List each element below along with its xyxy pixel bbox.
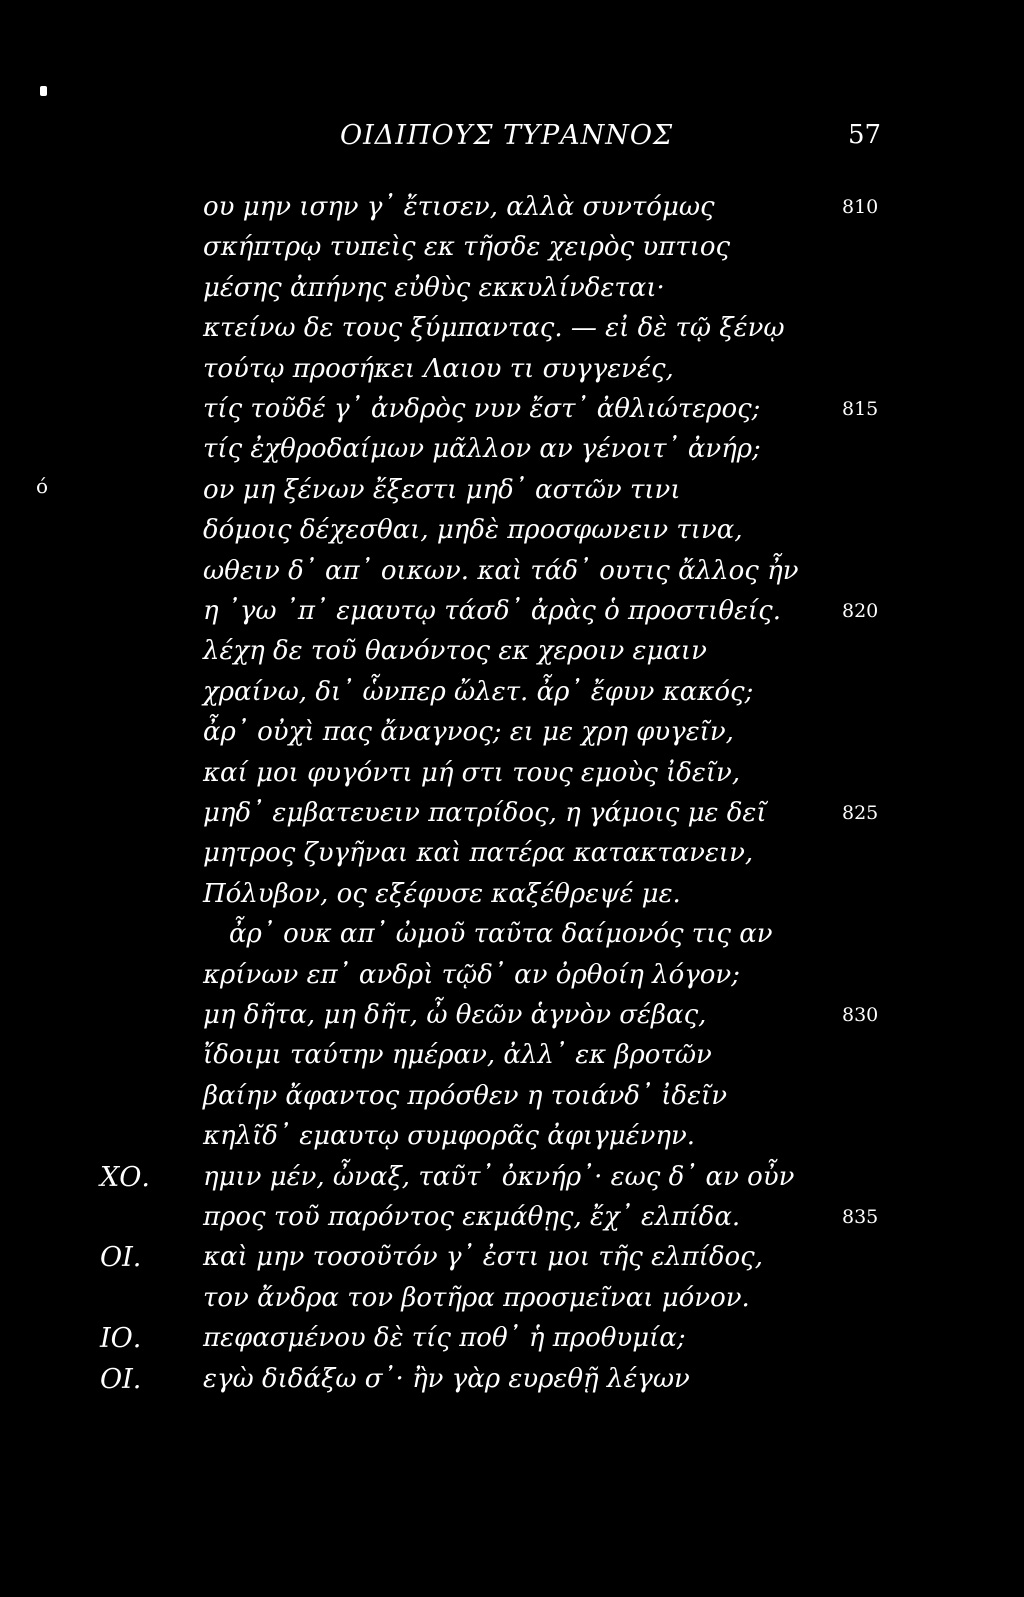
speaker-label: ΟΙ.	[100, 1363, 142, 1395]
verse-text: χραίνω, δι᾽ ὧνπερ ὤλετ. ἆρ᾽ ἔφυν κακός;	[203, 676, 754, 707]
verse-text: καί μοι φυγόντι μή στι τους εμοὺς ἰδεῖν,	[203, 757, 741, 788]
verse-line	[0, 273, 1024, 311]
verse-line	[0, 1162, 1024, 1200]
verse-text: ἆρ᾽ οὐχὶ πας ἄναγνος; ει με χρη φυγεῖν,	[203, 717, 734, 748]
verse-text: ἆρ᾽ ουκ απ᾽ ὠμοῦ ταῦτα δαίμονός τις αν	[229, 919, 773, 950]
verse-text: η ᾽γω ᾽π᾽ εμαυτῳ τάσδ᾽ ἀρὰς ὁ προστιθείς.	[203, 596, 781, 626]
verse-text: προς τοῦ παρόντος εκμάθῃς, ἔχ᾽ ελπίδα.	[203, 1202, 741, 1232]
verse-text: εγὼ διδάξω σ᾽· ἢν γὰρ ευρεθῇ λέγων	[203, 1363, 690, 1394]
verse-line	[0, 394, 1024, 432]
verse-text: καὶ μην τοσοῦτόν γ᾽ ἐστι μοι τῆς ελπίδος,	[203, 1242, 763, 1273]
verse-text: μέσης ἀπήνης εὐθὺς εκκυλίνδεται·	[203, 272, 665, 303]
verse-line	[0, 838, 1024, 876]
verse-line	[0, 1323, 1024, 1361]
verse-line	[0, 960, 1024, 998]
verse-line	[0, 1202, 1024, 1240]
line-number: 810	[842, 196, 879, 218]
verse-text: Πόλυβον, ος εξέφυσε καξέθρεψέ με.	[203, 878, 681, 909]
margin-dot	[40, 86, 47, 96]
verse-text: μηδ᾽ εμβατευειν πατρίδος, η γάμοις με δεῖ	[203, 798, 767, 828]
verse-line	[0, 636, 1024, 674]
verse-text: δόμοις δέχεσθαι, μηδὲ προσφωνειν τινα,	[203, 515, 743, 546]
verse-text: ον μη ξένων ἔξεστι μηδ᾽ αστῶν τινι	[203, 474, 681, 505]
verse-line	[0, 556, 1024, 594]
verse-line	[0, 879, 1024, 917]
verse-line	[0, 192, 1024, 230]
verse-text: τον ἄνδρα τον βοτῆρα προσμεῖναι μόνον.	[203, 1282, 750, 1313]
verse-text: κρίνων επ᾽ ανδρὶ τῷδ᾽ αν ὀρθοίη λόγον;	[203, 959, 740, 990]
verse-line	[0, 475, 1024, 513]
verse-text: πεφασμένου δὲ τίς ποθ᾽ ἡ προθυμία;	[203, 1323, 686, 1354]
verse-text: κτείνω δε τους ξύμπαντας. — εἰ δὲ τῷ ξένῳ	[203, 313, 785, 344]
verse-text: λέχη δε τοῦ θανόντος εκ χεροιν εμαιν	[203, 636, 707, 667]
verse-text: ἴδοιμι ταύτην ημέραν, ἀλλ᾽ εκ βροτῶν	[203, 1040, 712, 1071]
verse-line	[0, 232, 1024, 270]
line-number: 835	[842, 1206, 879, 1228]
verse-line	[0, 1364, 1024, 1402]
verse-text: κηλῖδ᾽ εμαυτῳ συμφορᾶς ἀφιγμένην.	[203, 1121, 696, 1152]
speaker-label: ΟΙ.	[100, 1242, 142, 1274]
verse-line	[0, 354, 1024, 392]
verse-line	[0, 515, 1024, 553]
verse-line	[0, 1000, 1024, 1038]
verse-line	[0, 313, 1024, 351]
verse-text: τίς τοῦδέ γ᾽ ἀνδρὸς νυν ἔστ᾽ ἀθλιώτερος;	[203, 394, 761, 424]
verse-line	[0, 1283, 1024, 1321]
margin-mark: ό	[36, 474, 49, 498]
page-number: 57	[848, 120, 882, 150]
verse-line	[0, 596, 1024, 634]
verse-line	[0, 1121, 1024, 1159]
verse-line	[0, 919, 1024, 957]
line-number: 825	[842, 802, 879, 824]
line-number: 830	[842, 1004, 879, 1026]
line-number: 820	[842, 600, 879, 622]
verse-text: ωθειν δ᾽ απ᾽ οικων. καὶ τάδ᾽ ουτις ἄλλος ἦν	[203, 555, 799, 586]
verse-text: βαίην ἄφαντος πρόσθεν η τοιάνδ᾽ ἰδεῖν	[203, 1080, 728, 1111]
verse-line	[0, 717, 1024, 755]
running-title: ΟΙΔΙΠΟΥΣ ΤΥΡΑΝΝΟΣ	[340, 120, 674, 151]
verse-text: τίς ἐχθροδαίμων μᾶλλον αν γένοιτ᾽ ἀνήρ;	[203, 434, 761, 465]
verse-text: μητρος ζυγῆναι καὶ πατέρα κατακτανειν,	[203, 838, 754, 869]
verse-text: σκήπτρῳ τυπεὶς εκ τῆσδε χειρὸς υπτιος	[203, 232, 731, 263]
line-number: 815	[842, 398, 879, 420]
verse-line	[0, 1081, 1024, 1119]
verse-text: τούτῳ προσήκει Λαιου τι συγγενές,	[203, 353, 674, 384]
speaker-label: ΧΟ.	[100, 1161, 150, 1193]
speaker-label: ΙΟ.	[100, 1323, 142, 1355]
verse-line	[0, 1040, 1024, 1078]
verse-text: ου μην ισην γ᾽ ἔτισεν, αλλὰ συντόμως	[203, 192, 715, 222]
verse-text: ημιν μέν, ὦναξ, ταῦτ᾽ ὀκνήρ᾽· εως δ᾽ αν οὖν	[203, 1161, 795, 1192]
verse-line	[0, 758, 1024, 796]
verse-line	[0, 677, 1024, 715]
verse-line	[0, 798, 1024, 836]
verse-text: μη δῆτα, μη δῆτ, ὦ θεῶν ἁγνὸν σέβας,	[203, 1000, 707, 1030]
verse-line	[0, 1242, 1024, 1280]
verse-line	[0, 434, 1024, 472]
